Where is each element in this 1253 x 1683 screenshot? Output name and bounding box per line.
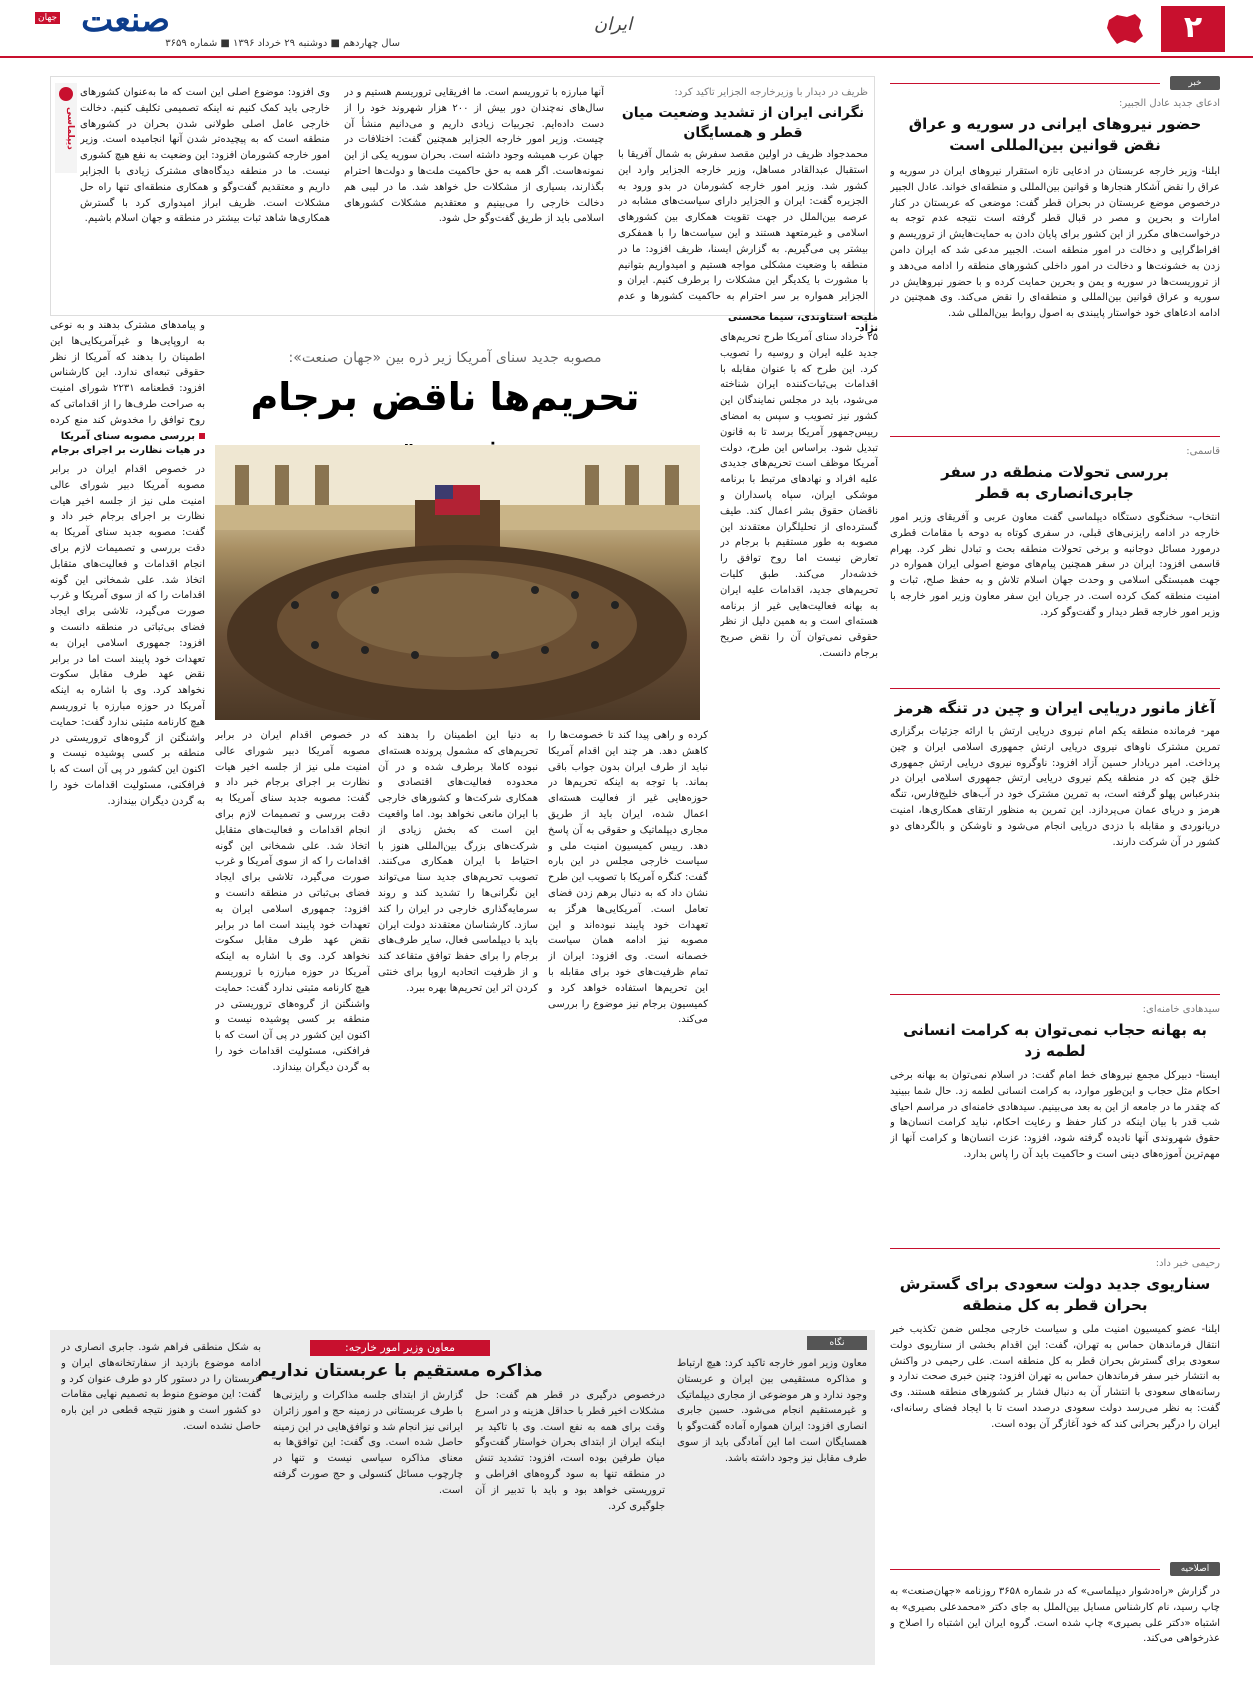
main-col4-cont: در خصوص اقدام ایران در برابر مصوبه آمریکا دبیر شورای عالی امنیت ملی نیز از جلسه اخیر هیات نظارت بر اجرای برجام خبر داد و گفت: مصوبه جدید سنای آمریکا به دقت بررسی و تصمیمات لازم برای انجام اقدامات و فعالیت‌های متقابل اتخاذ شد. علی شمخانی این گونه اقدامات را که از سوی آمریکا و غرب صورت می‌گیرد، تلاشی برای ایجاد فضای بی‌ثباتی در منطقه دانست و افزود: جمهوری اسلامی ایران به تعهدات خود پایبند است اما در برابر نقض عهد طرف مقابل سکوت نخواهد کرد. وی با اشاره به اینکه آمریکا در حوزه مبارزه با تروریسم هیچ کارنامه مثبتی ندارد گفت: حمایت واشنگتن از گروه‌های تروریستی در منطقه بر کسی پوشیده نیست و اکنون این کشور در پی آن است که با فرافکنی، مسئولیت اقدامات خود را به گردن دیگران بیندازد. (50, 464, 205, 807)
main-col2: کرده و راهی پیدا کند تا خصومت‌ها را کاهش دهد. هر چند این اقدام آمریکا نباید از طرف ایران بدون جواب باقی بماند. با توجه به اینکه تحریم‌ها در حوزه‌هایی غیر از فعالیت هسته‌ای اعمال شده، ایران باید از طریق مجاری دیپلماتیک و حقوقی به آن پاسخ دهد. رییس کمیسیون امنیت ملی و سیاست خارجی مجلس در این باره گفت: کنگره آمریکا با تصویب این طرح نشان داد که به دنبال برهم زدن فضای تعامل است. آمریکایی‌ها هرگز به تعهدات خود پایبند نبوده‌اند و این مصوبه نیز ادامه همان سیاست خصمانه است. وی افزود: ایران از تمام ظرفیت‌های خود برای مقابله با این تحریم‌ها استفاده خواهد کرد و کمیسیون برجام نیز موضوع را بررسی می‌کند. (548, 730, 708, 1026)
main-headline: تحریم‌ها ناقض برجام (250, 375, 640, 419)
main-kicker: مصوبه جدید سنای آمریکا زیر ذره بین «جهان صنعت»: (288, 350, 602, 366)
top-story-col-c: وی افزود: موضوع اصلی این است که ما به‌عنوان کشورهای خارجی باید کمک کنیم نه اینکه تصمیمی تکلیف کنیم. دخالت خارجی عامل اصلی طولانی شدن بحران در کشورهای منطقه است که به پیچیده‌تر شدن آنها انجامیده است. وزیر امور خارجه کشورمان افزود: این وضعیت به نفع هیچ کشوری نیست. ما در منطقه دیدگاه‌های مشترک زیادی با الجزایر داریم و معتقدیم گفت‌وگو و همکاری منطقه‌ای تنها راه حل مشکلات است. ظریف ابراز امیدواری کرد با گسترش همکاری‌ها شاهد ثبات بیشتر در منطقه و جهان اسلام باشیم. (80, 87, 330, 225)
top-story-title: نگرانی ایران از تشدید وضعیت میان قطر و همسایگان (621, 105, 865, 141)
top-story (50, 76, 875, 316)
story4-title: به بهانه حجاب نمی‌توان به کرامت انسانی لطمه زد (903, 1021, 1207, 1060)
logo-text: صنعت (81, 0, 170, 40)
story2-body: انتخاب- سخنگوی دستگاه دیپلماسی گفت معاون عربی و آفریقای وزیر امور خارجه در ادامه رایزنی‌های قبلی، در سفری کوتاه به دوحه با مقامات قطری درمورد مسائل دوجانبه و برخی تحولات منطقه بحث و تبادل نظر کرد. بهرام قاسمی افزود: ایران در سفر همچنین پیام‌های موضع اصولی ایران همواره در جهت همبستگی اسلامی و وحدت جهان اسلام تلاش و به حفظ صلح، ثبات و امنیت منطقه کمک کرده است. در جریان این سفر معاون وزیر امور خارجه با وزیر امور خارجه قطر دیدار و گفت‌وگو کرد. (890, 512, 1220, 618)
newspaper-logo (38, 0, 170, 40)
main-byline: ملیحه استاوندی، سیما محسنی نژاد- (727, 312, 878, 334)
top-story-kicker: ظریف در دیدار با وزیرخارجه الجزایر تاکید کرد: (674, 87, 868, 98)
correction-tag: اصلاحیه (1170, 1562, 1220, 1576)
rule (890, 1569, 1160, 1570)
story1-title: حضور نیروهای ایرانی در سوریه و عراق نقض قوانین بین‌المللی است (908, 115, 1202, 154)
story4-body: ایسنا- دبیرکل مجمع نیروهای خط امام گفت: در اسلام نمی‌توان به بهانه برخی احکام مثل حجاب و این‌طور موارد، به کرامت انسانی لطمه زد. حال شما ببینید که چقدر ما در جامعه از این به بعد می‌بینیم. سیدهادی خامنه‌ای در مراسم احیای شب قدر با بیان اینکه در کنار حفظ و رعایت احکام، نباید کرامت انسان‌ها و حقوق شهروندی آنها نادیده گرفته شود، افزود: عزت انسان‌ها و کرامت آنها از مهم‌ترین آموزه‌های دینی است و حاکمیت باید آن را پاس بدارد. (890, 1070, 1220, 1160)
top-story-col-a: محمدجواد ظریف در اولین مقصد سفرش به شمال آفریقا با استقبال عبدالقادر مساهل، وزیر خارجه الجزایر وارد این کشور شد. وزیر امور خارجه کشورمان در بدو ورود به الجزیره گفت: ایران و الجزایر دارای سیاست‌های مشابه در عرصه بین‌الملل در جهت تقویت همکاری بین کشورهای اسلامی و غیرمتعهد هستند و این سیاست‌ها را با همفکری بیشتر پی می‌گیریم. به گزارش ایسنا، ظریف افزود: ما در منطقه با وضعیت مشکلی مواجه هستیم و امیدواریم بتوانیم با مشورت با یکدیگر این مشکلات را برطرف کنیم. ایران و الجزایر همواره بر سر احترام به حاکمیت کشورها و عدم (618, 149, 868, 303)
page-number: ۲ (1161, 6, 1225, 52)
story2-title: بررسی تحولات منطقه در سفر جابری‌انصاری به قطر (941, 463, 1169, 502)
story2-kicker: قاسمی: (1186, 446, 1220, 457)
story4-kicker: سیدهادی خامنه‌ای: (1142, 1004, 1220, 1015)
bottom-box (50, 1330, 875, 1665)
story3-title: آغاز مانور دریایی ایران و چین در تنگه هرمز (894, 699, 1216, 717)
rule (890, 436, 1220, 437)
story5-body: ایلنا- عضو کمیسیون امنیت ملی و سیاست خارجی مجلس ضمن تکذیب خبر انتقال فرماندهان حماس به تهران، گفت: این اقدام بخشی از سناریوی دولت سعودی برای گسترش بحران قطر به کل منطقه است. علی رحیمی در واکنش به انتشار خبر سفر فرماندهان حماس به تهران افزود: چنین خبری صحت ندارد و رسانه‌های سعودی با انتشار آن به دنبال فشار بر کشورهای منطقه هستند. وی گفت: به نظر می‌رسد دولت سعودی درصدد است تا با ایجاد فضای رسانه‌ای، ایران را درگیر بحرانی کند که خود آغازگر آن بوده است. (890, 1324, 1220, 1430)
side-tag-label: دیپلماسی (65, 107, 75, 150)
main-col1: ۲۵ خرداد سنای آمریکا طرح تحریم‌های جدید علیه ایران و روسیه را تصویب کرد. این طرح که با عنوان مقابله با اقدامات بی‌ثبات‌کننده ایران شناخته می‌شود، باید در مجلس نمایندگان این کشور نیز تصویب و سپس به امضای رییس‌جمهور آمریکا برسد تا به قانون تبدیل شود. براساس این طرح، دولت آمریکا موظف است تحریم‌های جدیدی علیه افراد و نهادهای مرتبط با برنامه موشکی ایران، سپاه پاسداران و ناقضان حقوق بشر اعمال کند. طیف گسترده‌ای از تحلیلگران معتقدند این مصوبه به طور مستقیم با برجام در تعارض نیست اما روح توافق را خدشه‌دار می‌کند. طبق کلیات تحریم‌های جدید، اقدامات علیه ایران به بهانه فعالیت‌هایی غیر از برنامه هسته‌ای است و به همین دلیل از نظر حقوقی نمی‌توان آن را نقض صریح برجام دانست. (720, 332, 878, 659)
bottom-kicker: معاون وزیر امور خارجه: (310, 1340, 490, 1356)
rule (890, 688, 1220, 689)
senate-photo (215, 445, 700, 720)
correction-body: در گزارش «راه‌دشوار دیپلماسی» که در شماره ۳۶۵۸ روزنامه «جهان‌صنعت» به چاپ رسید، نام کارشناس مسایل بین‌الملل به جای دکتر «محمدعلی بصیری» به اشتباه «دکتر علی بصیری» چاپ شده است. گروه ایران این اشتباه را اصلاح و عذرخواهی می‌کند. (890, 1586, 1220, 1645)
top-story-col-b: آنها مبارزه با تروریسم است. ما افریقایی تروریسم هستیم و در سال‌های نه‌چندان دور بیش از ۲۰۰ هزار شهروند خود را از دست داده‌ایم. تجربیات زیادی داریم و می‌دانیم منشأ آن چیست. وزیر امور خارجه الجزایر همچنین گفت: اختلافات در جهان عرب همیشه وجود داشته است. بحران سوریه یکی از این نمونه‌هاست. اگر همه به حق حاکمیت ملت‌ها و دولت‌ها احترام بگذارند، بسیاری از مشکلات حل خواهد شد. ما در لیبی هم دخالت خارجی را می‌بینیم و معتقدیم مشکلات کشورهای اسلامی باید از طریق گفت‌وگو حل شود. (344, 87, 604, 225)
photo-illustration (215, 445, 700, 720)
iran-map-icon (1105, 12, 1145, 46)
section-title: ایران (593, 14, 633, 35)
rule (890, 994, 1220, 995)
issue-line: سال چهاردهم ■ دوشنبه ۲۹ خرداد ۱۳۹۶ ■ شماره ۳۶۵۹ (165, 38, 400, 49)
bottom-col4: به شکل منطقی فراهم شود. جابری انصاری در ادامه موضوع بازدید از سفارتخانه‌های ایران و عربستان را در دستور کار دو طرف عنوان کرد و گفت: این موضوع منوط به تصمیم نهایی مقامات دو کشور است و هنوز نتیجه قطعی در این باره حاصل نشده است. (61, 1342, 261, 1432)
story1-kicker: ادعای جدید عادل الجبیر: (1118, 98, 1220, 109)
main-col5: در خصوص اقدام ایران در برابر مصوبه آمریکا دبیر شورای عالی امنیت ملی نیز از جلسه اخیر هیات نظارت بر اجرای برجام خبر داد و گفت: مصوبه جدید سنای آمریکا به دقت بررسی و تصمیمات لازم برای انجام اقدامات و فعالیت‌های متقابل اتخاذ شد. علی شمخانی این گونه اقدامات را که از سوی آمریکا و غرب صورت می‌گیرد، تلاشی برای ایجاد فضای بی‌ثباتی در منطقه دانست و افزود: جمهوری اسلامی ایران به تعهدات خود پایبند است اما در برابر نقض عهد طرف مقابل سکوت نخواهد کرد. وی با اشاره به اینکه آمریکا در حوزه مبارزه با تروریسم هیچ کارنامه مثبتی ندارد گفت: حمایت واشنگتن از گروه‌های تروریستی در منطقه بر کسی پوشیده نیست و اکنون این کشور در پی آن است که با فرافکنی، مسئولیت اقدامات خود را به گردن دیگران بیندازد. (215, 730, 370, 1073)
main-col4-subhead (50, 430, 205, 458)
right-column (890, 76, 1220, 1676)
main-col4-subhead-text: بررسی مصوبه سنای آمریکا در هیات نظارت بر اجرای برجام (51, 431, 205, 456)
main-col4: و پیامدهای مشترک بدهند و به نوعی به اروپایی‌ها و غیرآمریکایی‌ها این اطمینان را بدهند که آمریکا از نظر حقوقی تبعه‌ای ندارد. این کارشناس افزود: قطعنامه ۲۲۳۱ شورای امنیت به صراحت طرف‌ها را از اقداماتی که روح توافق را مخدوش کند منع کرده (50, 320, 205, 426)
news-tag: خبر (1170, 76, 1220, 90)
side-tag (55, 83, 77, 173)
masthead (0, 0, 1253, 58)
rule (890, 83, 1160, 84)
story5-kicker: رحیمی خبر داد: (1155, 1258, 1220, 1269)
side-tag-icon (59, 87, 73, 101)
main-col3: به دنیا این اطمینان را بدهند که تحریم‌های که مشمول پرونده هسته‌ای نبوده کاملا برطرف شده و در آن محدوده فعالیت‌های اقتصادی و همکاری شرکت‌ها و کشورهای خارجی با ایران مانعی نخواهد بود. اما واقعیت این است که بخش زیادی از شرکت‌های بزرگ بین‌المللی هنوز با احتیاط با ایران همکاری می‌کنند. تصویب تحریم‌های جدید سنا می‌تواند این نگرانی‌ها را تشدید کند و روند سرمایه‌گذاری خارجی در ایران را کند سازد. کارشناسان معتقدند دولت ایران باید با دیپلماسی فعال، سایر طرف‌های برجام را برای حفظ توافق متقاعد کند و از ظرفیت اتحادیه اروپا برای خنثی کردن اثر این تحریم‌ها بهره ببرد. (378, 730, 538, 994)
logo-sub: جهان (35, 12, 60, 24)
bottom-tag: نگاه (807, 1336, 867, 1350)
bottom-col2: درخصوص درگیری در قطر هم گفت: حل مشکلات اخیر قطر با حداقل هزینه و در اسرع وقت برای همه به نفع است. وی با تاکید بر اینکه ایران از ابتدای بحران خواستار گفت‌وگو میان طرفین بوده است، افزود: تشدید تنش در منطقه تنها به سود گروه‌های افراطی و تروریستی خواهد بود و باید با تدبیر از آن جلوگیری کرد. (475, 1390, 665, 1512)
story1-body: ایلنا- وزیر خارجه عربستان در ادعایی تازه استقرار نیروهای ایران در سوریه و عراق را نقض آشکار هنجارها و قوانین بین‌المللی و منطقه‌ای خواند. عادل الجبیر درخصوص موضع عربستان در بحران قطر گفت: موضعی که عربستان در کنار امارات و بحرین و مصر در قبال قطر گرفته است نتیجه عدم توجه به درخواست‌های مکرر از این کشور برای پایان دادن به حمایت‌هایش از تروریسم و افراط‌گرایی و دخالت در امور منطقه است. الجبیر مدعی شد که ایران دامن زدن به خشونت‌ها و دخالت در امور داخلی کشورهای منطقه را ادامه می‌دهد و از تروریست‌ها در سوریه و یمن و بحرین حمایت کرده و با حضور نیروهایش در سوریه و عراق قوانین بین‌المللی و منطقه‌ای را نقض می‌کند. وی همچنین در ادامه ادعاهای خود خواستار پایبندی به اصول روابط بین‌المللی شد. (890, 166, 1220, 320)
story3-body: مهر- فرمانده منطقه یکم امام نیروی دریایی ارتش با ارائه جزئیات برگزاری تمرین مشترک ناوهای نیروی دریایی ارتش جمهوری اسلامی ایران و چین پرداخت. امیر دریادار حسین آزاد افزود: ناوگروه نیروی دریایی ارتش جمهوری خلق چین که در منطقه یکم نیروی دریایی ارتش جمهوری اسلامی ایران در بندرعباس پهلو گرفته است، به تمرین مشترک خود در آب‌های خلیج‌فارس، تنگه هرمز و دریای عمان می‌پردازد. این تمرین به منظور ارتقای همکاری‌ها، امنیت دریانوردی و مقابله با دزدی دریایی انجام می‌شود و ناوشکن و بالگردهای دو کشور در آن شرکت دارند. (890, 726, 1220, 848)
bottom-col3: گزارش از ابتدای جلسه مذاکرات و رایزنی‌ها با طرف عربستانی در زمینه حج و امور زائران ایرانی نیز انجام شد و توافق‌هایی در این زمینه حاصل شده است. وی گفت: این توافق‌ها به معنای مذاکره سیاسی نیست و تنها در چارچوب مسائل کنسولی و حج صورت گرفته است. (273, 1390, 463, 1496)
bottom-col1: معاون وزیر امور خارجه تاکید کرد: هیچ ارتباط و مذاکره مستقیمی بین ایران و عربستان وجود ندارد و هر موضوعی از مجاری دیپلماتیک و غیرمستقیم انجام می‌شود. حسین جابری انصاری افزود: ایران همواره آماده گفت‌وگو با همسایگان است اما این آمادگی باید از سوی طرف مقابل نیز وجود داشته باشد. (677, 1358, 867, 1464)
bullet-icon (199, 433, 205, 439)
bottom-title: مذاکره مستقیم با عربستان نداریم (257, 1361, 543, 1381)
rule (890, 1248, 1220, 1249)
story5-title: سناریوی جدید دولت سعودی برای گسترش بحران قطر به کل منطقه (899, 1275, 1211, 1314)
